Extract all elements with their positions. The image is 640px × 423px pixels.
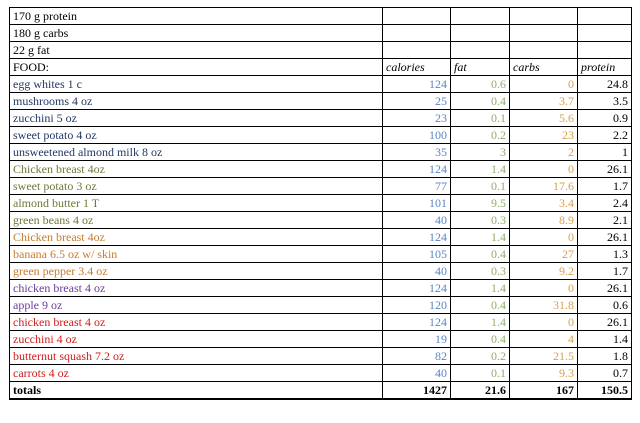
fat-cell[interactable]: 9.5 [451, 195, 510, 212]
totals-label[interactable]: totals [10, 382, 383, 400]
fat-cell[interactable]: 0.2 [451, 348, 510, 365]
carbs-cell[interactable]: 3.7 [510, 93, 578, 110]
protein-cell[interactable]: 1.4 [578, 331, 632, 348]
fat-cell[interactable]: 0.4 [451, 297, 510, 314]
calories-cell[interactable]: 40 [383, 263, 451, 280]
nutrition-table [9, 7, 632, 400]
carbs-cell[interactable]: 9.2 [510, 263, 578, 280]
table-row [10, 263, 632, 280]
calories-cell[interactable]: 101 [383, 195, 451, 212]
table-row [10, 144, 632, 161]
carbs-cell[interactable]: 0 [510, 280, 578, 297]
calories-cell[interactable]: 82 [383, 348, 451, 365]
fat-cell[interactable]: 1.4 [451, 314, 510, 331]
carbs-cell[interactable]: 2 [510, 144, 578, 161]
goal-row [10, 42, 632, 59]
carbs-cell[interactable]: 21.5 [510, 348, 578, 365]
carbs-cell[interactable]: 5.6 [510, 110, 578, 127]
table-row [10, 195, 632, 212]
calories-cell[interactable]: 124 [383, 229, 451, 246]
protein-cell[interactable]: 0.7 [578, 365, 632, 382]
goal-row [10, 25, 632, 42]
protein-cell[interactable]: 0.6 [578, 297, 632, 314]
calories-header[interactable]: calories [383, 59, 451, 76]
protein-cell[interactable]: 1.7 [578, 178, 632, 195]
food-cell[interactable]: apple 9 oz [10, 297, 383, 314]
calories-cell[interactable]: 124 [383, 76, 451, 93]
food-cell[interactable]: carrots 4 oz [10, 365, 383, 382]
food-cell[interactable]: chicken breast 4 oz [10, 314, 383, 331]
goal-cell[interactable]: 170 g protein [10, 8, 383, 25]
protein-cell[interactable]: 2.2 [578, 127, 632, 144]
table-row [10, 297, 632, 314]
food-cell[interactable]: zucchini 5 oz [10, 110, 383, 127]
fat-cell[interactable]: 3 [451, 144, 510, 161]
food-cell[interactable]: green pepper 3.4 oz [10, 263, 383, 280]
protein-cell[interactable]: 1.7 [578, 263, 632, 280]
calories-cell[interactable]: 19 [383, 331, 451, 348]
table-row [10, 246, 632, 263]
table-row [10, 229, 632, 246]
table-row [10, 76, 632, 93]
protein-cell[interactable]: 1 [578, 144, 632, 161]
fat-cell[interactable]: 1.4 [451, 280, 510, 297]
food-cell[interactable]: Chicken breast 4oz [10, 229, 383, 246]
food-cell[interactable]: egg whites 1 c [10, 76, 383, 93]
protein-cell[interactable]: 1.8 [578, 348, 632, 365]
fat-cell[interactable]: 0.4 [451, 93, 510, 110]
column-header-row [10, 59, 632, 76]
carbs-cell[interactable]: 8.9 [510, 212, 578, 229]
table-row [10, 314, 632, 331]
fat-cell[interactable]: 0.1 [451, 178, 510, 195]
table-row [10, 178, 632, 195]
fat-cell[interactable]: 1.4 [451, 229, 510, 246]
carbs-cell[interactable]: 9.3 [510, 365, 578, 382]
table-row [10, 110, 632, 127]
food-cell[interactable]: chicken breast 4 oz [10, 280, 383, 297]
fat-cell[interactable]: 0.3 [451, 212, 510, 229]
food-cell[interactable]: zucchini 4 oz [10, 331, 383, 348]
carbs-cell[interactable]: 23 [510, 127, 578, 144]
protein-cell[interactable]: 26.1 [578, 161, 632, 178]
calories-cell[interactable]: 124 [383, 161, 451, 178]
calories-cell[interactable]: 105 [383, 246, 451, 263]
food-cell[interactable]: sweet potato 3 oz [10, 178, 383, 195]
calories-cell[interactable]: 124 [383, 280, 451, 297]
protein-cell[interactable]: 0.9 [578, 110, 632, 127]
food-cell[interactable]: almond butter 1 T [10, 195, 383, 212]
table-row [10, 280, 632, 297]
totals-row [10, 382, 632, 400]
calories-cell[interactable]: 77 [383, 178, 451, 195]
table-row [10, 161, 632, 178]
carbs-cell[interactable]: 17.6 [510, 178, 578, 195]
carbs-cell[interactable]: 31.8 [510, 297, 578, 314]
protein-cell[interactable]: 26.1 [578, 229, 632, 246]
calories-cell[interactable]: 40 [383, 365, 451, 382]
fat-cell[interactable]: 0.1 [451, 365, 510, 382]
fat-header[interactable]: fat [451, 59, 510, 76]
protein-header[interactable]: protein [578, 59, 632, 76]
fat-cell[interactable]: 0.4 [451, 331, 510, 348]
food-cell[interactable]: green beans 4 oz [10, 212, 383, 229]
carbs-cell[interactable]: 0 [510, 161, 578, 178]
carbs-cell[interactable]: 3.4 [510, 195, 578, 212]
calories-cell[interactable]: 100 [383, 127, 451, 144]
calories-cell[interactable]: 40 [383, 212, 451, 229]
food-cell[interactable]: butternut squash 7.2 oz [10, 348, 383, 365]
calories-cell[interactable]: 124 [383, 314, 451, 331]
carbs-cell[interactable]: 0 [510, 229, 578, 246]
protein-cell[interactable]: 26.1 [578, 280, 632, 297]
table-row [10, 365, 632, 382]
table-row [10, 93, 632, 110]
fat-cell[interactable]: 0.4 [451, 246, 510, 263]
carbs-header[interactable]: carbs [510, 59, 578, 76]
calories-cell[interactable]: 35 [383, 144, 451, 161]
goal-cell[interactable]: 22 g fat [10, 42, 383, 59]
carbs-cell[interactable]: 0 [510, 76, 578, 93]
food-cell[interactable]: banana 6.5 oz w/ skin [10, 246, 383, 263]
fat-cell[interactable]: 0.3 [451, 263, 510, 280]
protein-total[interactable]: 150.5 [578, 382, 632, 400]
fat-total[interactable]: 21.6 [451, 382, 510, 400]
fat-cell[interactable]: 0.6 [451, 76, 510, 93]
food-cell[interactable]: unsweetened almond milk 8 oz [10, 144, 383, 161]
carbs-cell[interactable]: 27 [510, 246, 578, 263]
protein-cell[interactable]: 24.8 [578, 76, 632, 93]
fat-cell[interactable]: 0.1 [451, 110, 510, 127]
protein-cell[interactable]: 3.5 [578, 93, 632, 110]
goal-cell[interactable]: 180 g carbs [10, 25, 383, 42]
carbs-cell[interactable]: 0 [510, 314, 578, 331]
table-row [10, 331, 632, 348]
calories-cell[interactable]: 25 [383, 93, 451, 110]
carbs-cell[interactable]: 4 [510, 331, 578, 348]
fat-cell[interactable]: 0.2 [451, 127, 510, 144]
table-row [10, 348, 632, 365]
protein-cell[interactable]: 2.4 [578, 195, 632, 212]
goal-row [10, 8, 632, 25]
protein-cell[interactable]: 1.3 [578, 246, 632, 263]
calories-total[interactable]: 1427 [383, 382, 451, 400]
food-header[interactable]: FOOD: [10, 59, 383, 76]
carbs-total[interactable]: 167 [510, 382, 578, 400]
protein-cell[interactable]: 26.1 [578, 314, 632, 331]
calories-cell[interactable]: 23 [383, 110, 451, 127]
food-cell[interactable]: sweet potato 4 oz [10, 127, 383, 144]
protein-cell[interactable]: 2.1 [578, 212, 632, 229]
table-row [10, 127, 632, 144]
calories-cell[interactable]: 120 [383, 297, 451, 314]
fat-cell[interactable]: 1.4 [451, 161, 510, 178]
food-cell[interactable]: mushrooms 4 oz [10, 93, 383, 110]
food-cell[interactable]: Chicken breast 4oz [10, 161, 383, 178]
table-row [10, 212, 632, 229]
